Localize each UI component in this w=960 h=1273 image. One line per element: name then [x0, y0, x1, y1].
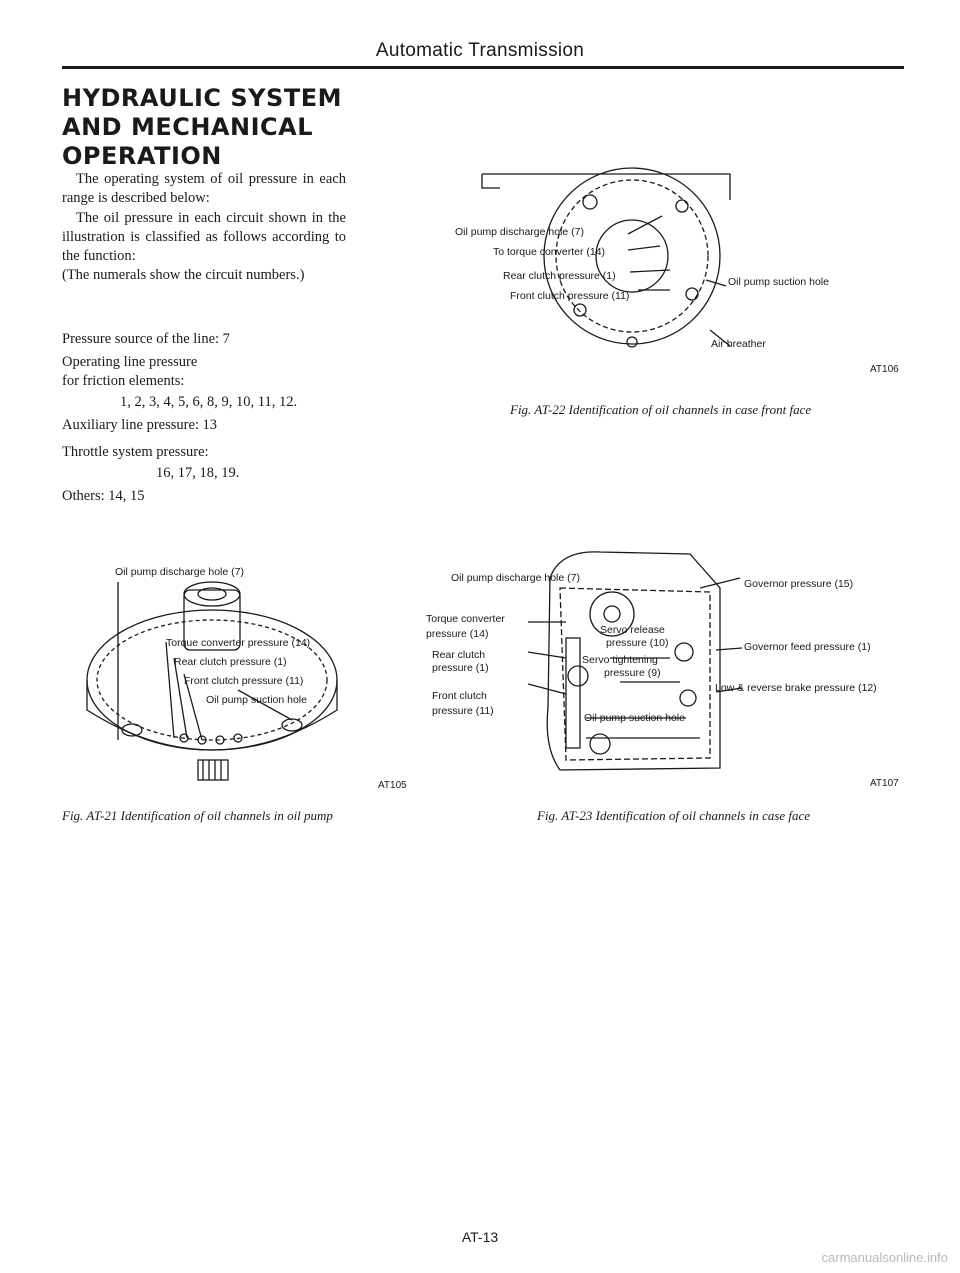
fig23-label-servo-tight-2: pressure (9) — [604, 667, 661, 679]
section-title-line-3: OPERATION — [62, 142, 222, 170]
fig22-label-front: Front clutch pressure (11) — [510, 290, 630, 302]
throttle-system-label: Throttle system pressure: — [62, 444, 209, 460]
fig23-label-servo-release-2: pressure (10) — [606, 637, 669, 649]
fig21-label-suction: Oil pump suction hole — [206, 694, 307, 706]
rim-hole-2 — [282, 719, 302, 731]
fig22-label-breather: Air breather — [711, 338, 766, 350]
fig21-caption: Fig. AT-21 Identification of oil channels in oil pump — [62, 808, 333, 823]
section-title — [62, 84, 362, 171]
header-rule — [62, 66, 904, 69]
fig23-label-discharge: Oil pump discharge hole (7) — [451, 572, 580, 584]
pressure-source-line: Pressure source of the line: 7 — [62, 331, 230, 347]
fig21-label-torque: Torque converter pressure (14) — [166, 637, 311, 649]
fig23-label-governor: Governor pressure (15) — [744, 578, 854, 590]
fig23-label-suction: Oil pump suction hole — [584, 712, 685, 724]
operating-line-values: 1, 2, 3, 4, 5, 6, 8, 9, 10, 11, 12. — [120, 394, 298, 410]
fig23-label-rear-1: Rear clutch — [432, 649, 486, 661]
fig21-code: AT105 — [378, 780, 407, 791]
case-top-edge — [482, 174, 730, 200]
fig23-label-governor-feed: Governor feed pressure (1) — [744, 641, 871, 653]
fig22-label-rear: Rear clutch pressure (1) — [503, 270, 616, 282]
fig21-label-discharge: Oil pump discharge hole (7) — [115, 566, 244, 578]
fig22-label-suction: Oil pump suction hole — [728, 276, 829, 288]
fig23-label-front-1: Front clutch — [432, 690, 487, 702]
fig23-label-torque-1: Torque converter — [426, 613, 505, 625]
running-header: Automatic Transmission — [375, 40, 585, 61]
throttle-system-values: 16, 17, 18, 19. — [156, 465, 240, 481]
fig21-label-front: Front clutch pressure (11) — [184, 675, 304, 687]
intro-paragraph-3: (The numerals show the circuit numbers.) — [62, 267, 305, 283]
section-title-line-2: AND MECHANICAL — [62, 113, 313, 141]
operating-line-label-2: for friction elements: — [62, 373, 185, 389]
fig23-label-servo-tight-1: Servo tightening — [582, 654, 658, 666]
fig22-caption: Fig. AT-22 Identification of oil channels in case front face — [510, 402, 812, 417]
fig23-label-rear-2: pressure (1) — [432, 662, 489, 674]
fig22-label-discharge: Oil pump discharge hole (7) — [455, 226, 584, 238]
section-title-line-1: HYDRAULIC SYSTEM — [62, 84, 342, 112]
fig21-label-rear: Rear clutch pressure (1) — [174, 656, 287, 668]
fig22-code: AT106 — [870, 364, 899, 375]
fig22-label-torque: To torque converter (14) — [493, 246, 606, 258]
fig23-label-front-2: pressure (11) — [432, 705, 494, 717]
others-line: Others: 14, 15 — [62, 488, 145, 504]
operating-line-label: Operating line pressure — [62, 354, 198, 370]
fig23-label-torque-2: pressure (14) — [426, 628, 489, 640]
fig23-caption: Fig. AT-23 Identification of oil channels in case face — [537, 808, 811, 823]
fig23-label-low-reverse: Low & reverse brake pressure (12) — [715, 682, 877, 694]
auxiliary-line-pressure: Auxiliary line pressure: 13 — [62, 417, 218, 433]
intro-paragraph-2: The oil pressure in each circuit shown in the illustration is classified as follows according to the function: — [62, 210, 346, 264]
page-number: AT-13 — [461, 1229, 499, 1245]
pump-hub-top — [184, 582, 240, 606]
fig23-code: AT107 — [870, 778, 899, 789]
watermark: carmanualsonline.info — [821, 1250, 948, 1265]
intro-paragraph-1: The operating system of oil pressure in each range is described below: — [62, 171, 346, 206]
fig23-label-servo-release-1: Servo release — [600, 624, 665, 636]
